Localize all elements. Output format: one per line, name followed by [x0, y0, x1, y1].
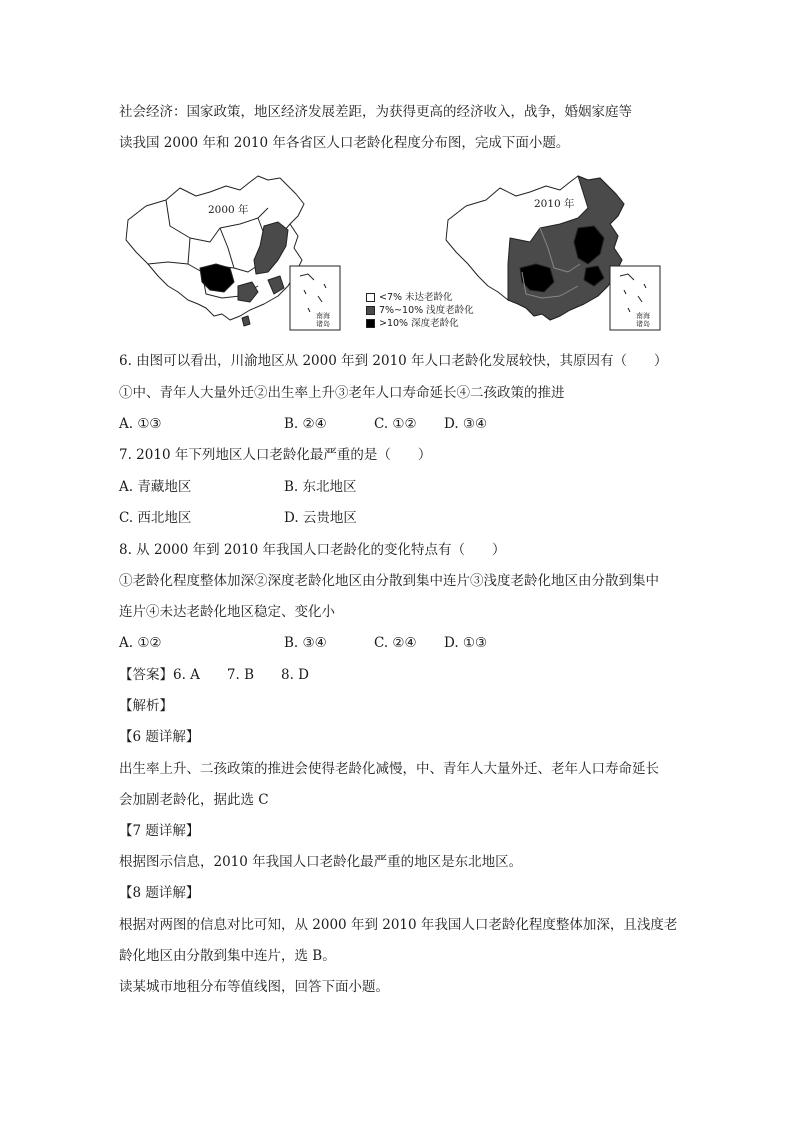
d8-line-1: 根据对两图的信息对比可知，从 2000 年到 2010 年我国人口老龄化程度整体加深，且浅度老: [119, 917, 678, 933]
q6-option-a: A. ①③: [119, 416, 162, 432]
legend-swatch-grey: [366, 306, 375, 315]
q8-items-line-1: ①老龄化程度整体加深②深度老龄化地区由分散到集中连片③浅度老龄化地区由分散到集中: [119, 573, 659, 589]
map-2010-inset-label: 南海诸岛: [636, 312, 650, 328]
q6-stem: 6. 由图可以看出，川渝地区从 2000 年到 2010 年人口老龄化发展较快，其原因有（ ）: [119, 353, 668, 369]
q8-option-a: A. ①②: [119, 635, 162, 651]
q8-stem: 8. 从 2000 年到 2010 年我国人口老龄化的变化特点有（ ）: [119, 542, 506, 558]
d6-line-2: 会加剧老龄化，据此选 C: [119, 792, 269, 808]
q6-option-d: D. ③④: [444, 416, 488, 432]
legend-item-deep: [366, 317, 474, 330]
q7-stem: 7. 2010 年下列地区人口老龄化最严重的是（ ）: [119, 447, 432, 463]
map-2000-title: 2000 年: [208, 204, 249, 216]
legend-label-deep: >10% 深度老龄化: [379, 318, 459, 329]
q6-option-c: C. ①②: [374, 416, 417, 432]
map-2000: [126, 176, 304, 326]
d6-line-1: 出生率上升、二孩政策的推进会使得老龄化减慢，中、青年人大量外迁、老年人口寿命延长: [119, 761, 659, 777]
q7-option-a: A. 青藏地区: [119, 479, 192, 495]
legend-label-none: <7% 未达老龄化: [379, 292, 453, 303]
q8-option-b: B. ③④: [284, 635, 327, 651]
q6-option-b: B. ②④: [284, 416, 327, 432]
q6-items: ①中、青年人大量外迁②出生率上升③老年人口寿命延长④二孩政策的推进: [119, 385, 565, 401]
q8-items-line-2: 连片④未达老龄化地区稳定、变化小: [119, 604, 335, 620]
map-legend: [366, 291, 474, 330]
legend-swatch-white: [366, 293, 375, 302]
intro-line-2: 读我国 2000 年和 2010 年各省区人口老龄化程度分布图，完成下面小题。: [119, 135, 570, 151]
legend-swatch-black: [366, 319, 375, 328]
q7-option-c: C. 西北地区: [119, 510, 192, 526]
d7-label: 【7 题详解】: [119, 823, 200, 839]
legend-label-shallow: 7%~10% 浅度老龄化: [379, 305, 474, 316]
q8-option-c: C. ②④: [374, 635, 417, 651]
outro-line: 读某城市地租分布等值线图，回答下面小题。: [119, 979, 389, 995]
d7-line-1: 根据图示信息，2010 年我国人口老龄化最严重的地区是东北地区。: [119, 854, 523, 870]
map-2010-title: 2010 年: [534, 198, 575, 210]
legend-item-none: [366, 291, 474, 304]
d6-label: 【6 题详解】: [119, 729, 200, 745]
intro-line-1: 社会经济：国家政策，地区经济发展差距，为获得更高的经济收入，战争，婚姻家庭等: [119, 104, 632, 120]
map-2000-inset-label: 南海诸岛: [316, 312, 330, 328]
analysis-label: 【解析】: [119, 698, 173, 714]
q7-option-d: D. 云贵地区: [284, 510, 357, 526]
q7-option-b: B. 东北地区: [284, 479, 357, 495]
d8-label: 【8 题详解】: [119, 885, 200, 901]
q8-option-d: D. ①③: [444, 635, 488, 651]
d8-line-2: 龄化地区由分散到集中连片，选 B。: [119, 948, 336, 964]
legend-item-shallow: [366, 304, 474, 317]
answer-line: 【答案】6. A 7. B 8. D: [119, 667, 310, 683]
